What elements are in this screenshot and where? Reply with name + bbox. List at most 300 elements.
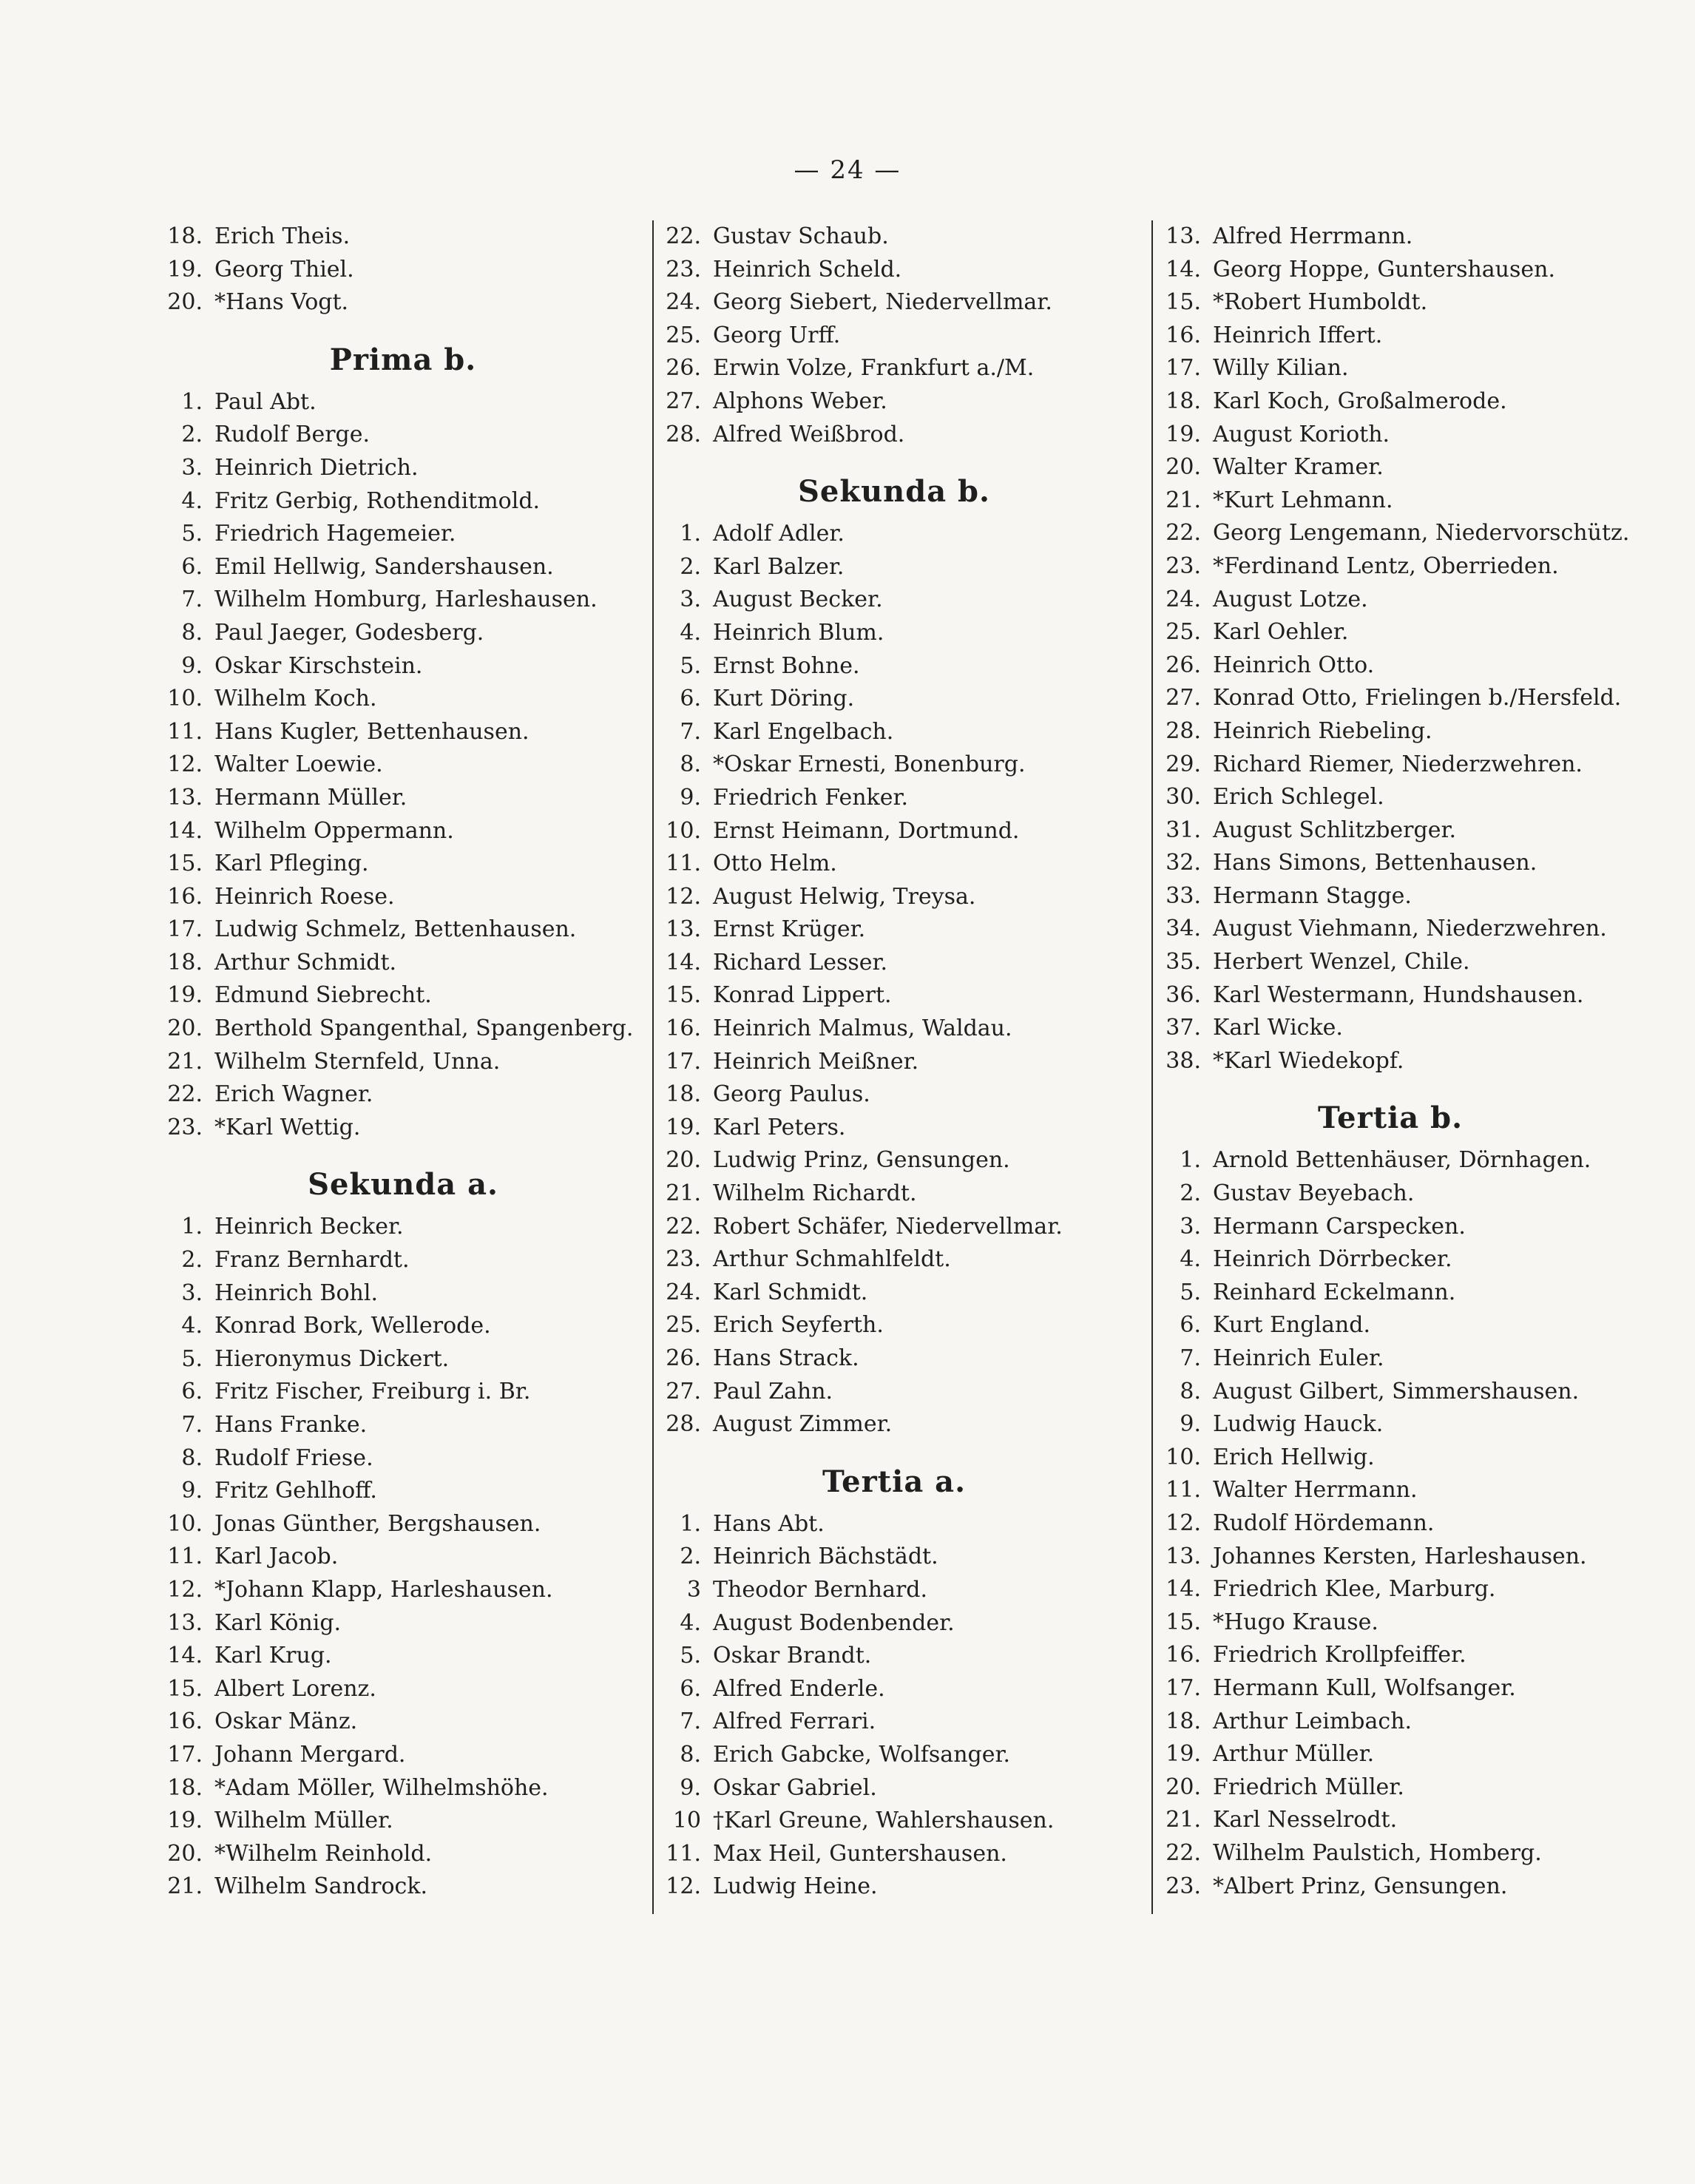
entry-number: 3.: [181, 1279, 203, 1306]
student-name: Heinrich Euler.: [1213, 1345, 1384, 1371]
student-name: Albert Lorenz.: [214, 1675, 376, 1702]
student-entry: [155, 1772, 629, 1805]
entry-number: 2.: [181, 422, 203, 448]
entry-number: 2.: [680, 1544, 701, 1570]
student-name: Hans Franke.: [214, 1412, 368, 1438]
student-entry: [654, 947, 1134, 980]
entry-number: 22.: [1165, 520, 1201, 547]
column-2: [654, 220, 1134, 1904]
entry-number: 16.: [666, 1015, 701, 1042]
student-entry: [654, 1277, 1134, 1310]
student-name: *Karl Wettig.: [214, 1114, 361, 1140]
entry-number: 10.: [167, 1510, 203, 1537]
student-name: Oskar Kirschstein.: [214, 652, 423, 679]
entry-number: 5.: [680, 652, 701, 679]
student-entry: [654, 1705, 1134, 1739]
student-name: Theodor Bernhard.: [713, 1576, 928, 1603]
student-name: Karl Schmidt.: [713, 1279, 868, 1305]
student-name: Heinrich Dietrich.: [214, 454, 419, 481]
student-name: Wilhelm Sternfeld, Unna.: [214, 1048, 501, 1075]
entry-number: 27.: [666, 388, 701, 414]
student-name: *Robert Humboldt.: [1213, 289, 1428, 316]
entry-number: 27.: [1165, 685, 1201, 711]
student-entry: [654, 1342, 1134, 1376]
student-entry: [1154, 1309, 1627, 1342]
student-name: Rudolf Friese.: [214, 1444, 373, 1471]
student-entry: [1154, 1771, 1627, 1805]
student-name: Erich Theis.: [214, 223, 351, 249]
student-name: Hans Strack.: [713, 1345, 859, 1371]
student-name: Georg Lengemann, Niedervorschütz.: [1213, 520, 1630, 547]
student-entry: [155, 1211, 629, 1244]
student-name: *Albert Prinz, Gensungen.: [1213, 1873, 1508, 1899]
student-entry: [1154, 781, 1627, 814]
entry-number: 12.: [666, 883, 701, 910]
entry-number: 1.: [680, 1510, 701, 1537]
student-name: Ernst Heimann, Dortmund.: [713, 817, 1020, 844]
student-entry: [654, 1211, 1134, 1244]
entry-number: 3.: [181, 454, 203, 481]
student-entry: [155, 1705, 629, 1739]
student-name: Hermann Carspecken.: [1213, 1213, 1466, 1240]
column-3: [1154, 220, 1630, 1903]
student-entry: [654, 782, 1134, 815]
student-entry: [155, 1310, 629, 1343]
entry-number: 16.: [167, 883, 203, 910]
student-entry: [155, 452, 629, 485]
entry-number: 3.: [680, 586, 701, 613]
student-entry: [1154, 1837, 1627, 1870]
entry-number: 14.: [1165, 256, 1201, 283]
entry-number: 28.: [666, 1411, 701, 1438]
entry-number: 20.: [167, 1015, 203, 1042]
student-name: Wilhelm Müller.: [214, 1808, 393, 1834]
student-name: Ludwig Hauck.: [1213, 1411, 1384, 1438]
entry-number: 6.: [680, 686, 701, 712]
student-name: Karl Peters.: [713, 1114, 846, 1140]
entry-number: 10.: [666, 817, 701, 844]
student-name: Hermann Stagge.: [1213, 882, 1412, 909]
entry-number: 7.: [1180, 1345, 1201, 1371]
student-name: Karl Balzer.: [713, 553, 845, 580]
student-name: Fritz Fischer, Freiburg i. Br.: [214, 1379, 531, 1405]
student-entry: [1154, 979, 1627, 1012]
entry-number: 4.: [181, 487, 203, 514]
student-name: Hans Abt.: [713, 1510, 825, 1537]
entry-number: 15.: [167, 1675, 203, 1702]
student-name: *Oskar Ernesti, Bonenburg.: [713, 751, 1026, 778]
entry-number: 1.: [680, 521, 701, 547]
student-entry: [155, 1870, 629, 1904]
student-entry: [155, 286, 629, 320]
student-name: Konrad Bork, Wellerode.: [214, 1313, 491, 1339]
student-entry: [155, 881, 629, 914]
entry-number: 19.: [167, 1808, 203, 1834]
student-entry: [1154, 1804, 1627, 1837]
entry-number: 5.: [1180, 1279, 1201, 1305]
student-entry: [1154, 451, 1627, 484]
entry-number: 8.: [181, 1444, 203, 1471]
student-name: Georg Siebert, Niedervellmar.: [713, 289, 1052, 316]
student-name: Erich Seyferth.: [713, 1312, 884, 1339]
entry-number: 17.: [666, 1048, 701, 1075]
student-entry: [155, 518, 629, 551]
student-entry: [654, 848, 1134, 881]
entry-number: 9.: [181, 652, 203, 679]
entry-number: 4.: [181, 1313, 203, 1339]
student-entry: [654, 1012, 1134, 1046]
student-name: Franz Bernhardt.: [214, 1247, 410, 1274]
entry-number: 26.: [666, 355, 701, 382]
student-name: Konrad Lippert.: [713, 982, 892, 1009]
student-entry: [654, 1408, 1134, 1441]
entry-number: 5.: [181, 521, 203, 547]
entry-number: 31.: [1165, 817, 1201, 843]
entry-number: 23.: [167, 1114, 203, 1140]
student-name: Friedrich Fenker.: [713, 784, 909, 811]
student-name: Rudolf Hördemann.: [1213, 1509, 1435, 1536]
student-name: Kurt England.: [1213, 1312, 1370, 1339]
student-name: Wilhelm Richardt.: [713, 1180, 917, 1207]
student-name: Karl Westermann, Hundshausen.: [1213, 981, 1584, 1008]
student-entry: [155, 1343, 629, 1376]
student-entry: [1154, 1277, 1627, 1310]
student-name: Karl Wicke.: [1213, 1015, 1343, 1041]
student-entry: [155, 848, 629, 881]
student-name: Georg Paulus.: [713, 1081, 870, 1108]
student-entry: [654, 419, 1134, 452]
student-name: August Korioth.: [1213, 421, 1390, 447]
entry-number: 38.: [1165, 1047, 1201, 1074]
student-name: *Kurt Lehmann.: [1213, 487, 1393, 513]
entry-number: 23.: [666, 256, 701, 283]
student-name: Karl Jacob.: [214, 1544, 339, 1570]
entry-number: 3.: [1180, 1213, 1201, 1240]
student-entry: [155, 485, 629, 518]
student-entry: [654, 716, 1134, 749]
entry-number: 14.: [167, 817, 203, 844]
entry-number: 20.: [666, 1147, 701, 1174]
student-name: Georg Thiel.: [214, 256, 354, 283]
student-name: Karl Nesselrodt.: [1213, 1807, 1398, 1833]
entry-number: 11.: [666, 1840, 701, 1867]
student-name: *Wilhelm Reinhold.: [214, 1840, 433, 1867]
entry-number: 2.: [181, 1247, 203, 1274]
student-entry: [654, 1805, 1134, 1838]
student-entry: [654, 1243, 1134, 1277]
student-name: Erich Schlegel.: [1213, 784, 1384, 811]
entry-number: 4.: [680, 1609, 701, 1636]
entry-number: 2.: [680, 553, 701, 580]
student-entry: [155, 1442, 629, 1475]
entry-number: 30.: [1165, 784, 1201, 811]
student-entry: [1154, 352, 1627, 385]
student-name: Konrad Otto, Frielingen b./Hersfeld.: [1213, 685, 1622, 711]
student-name: Reinhard Eckelmann.: [1213, 1279, 1456, 1305]
student-name: *Hugo Krause.: [1213, 1609, 1378, 1635]
student-name: Walter Kramer.: [1213, 454, 1384, 481]
student-entry: [1154, 1408, 1627, 1441]
entry-number: 37.: [1165, 1015, 1201, 1041]
entry-number: 6.: [181, 1379, 203, 1405]
entry-number: 15.: [1165, 1609, 1201, 1635]
student-entry: [1154, 385, 1627, 419]
student-entry: [654, 815, 1134, 848]
student-name: Berthold Spangenthal, Spangenberg.: [214, 1015, 634, 1042]
entry-number: 24.: [666, 289, 701, 316]
entry-number: 9.: [181, 1478, 203, 1504]
entry-number: 13.: [167, 1609, 203, 1636]
student-name: Wilhelm Sandrock.: [214, 1873, 428, 1900]
student-name: Heinrich Becker.: [214, 1214, 404, 1240]
entry-number: 15.: [167, 851, 203, 877]
entry-number: 4.: [680, 619, 701, 646]
entry-number: 11.: [167, 1544, 203, 1570]
entry-number: 17.: [1165, 355, 1201, 382]
student-entry: [654, 220, 1134, 254]
student-entry: [654, 979, 1134, 1012]
entry-number: 18.: [167, 1774, 203, 1801]
entry-number: 32.: [1165, 850, 1201, 876]
entry-number: 7.: [181, 586, 203, 613]
student-name: †Karl Greune, Wahlershausen.: [713, 1808, 1055, 1834]
student-name: Edmund Siebrecht.: [214, 982, 432, 1009]
entry-number: 18.: [167, 223, 203, 249]
student-name: Max Heil, Guntershausen.: [713, 1840, 1007, 1867]
student-name: Hermann Kull, Wolfsanger.: [1213, 1674, 1516, 1701]
student-name: Paul Jaeger, Godesberg.: [214, 619, 484, 646]
student-name: Herbert Wenzel, Chile.: [1213, 949, 1470, 976]
student-name: Wilhelm Koch.: [214, 686, 377, 712]
student-name: Heinrich Riebeling.: [1213, 717, 1432, 744]
student-entry: [1154, 220, 1627, 254]
student-entry: [1154, 616, 1627, 649]
entry-number: 28.: [666, 421, 701, 447]
entry-number: 6.: [1180, 1312, 1201, 1339]
entry-number: 8.: [680, 751, 701, 778]
entry-number: 10.: [1165, 1444, 1201, 1470]
student-entry: [654, 1376, 1134, 1409]
student-entry: [654, 617, 1134, 650]
student-name: Alfred Herrmann.: [1213, 223, 1413, 249]
entry-number: 23.: [666, 1246, 701, 1273]
student-name: *Hans Vogt.: [214, 289, 349, 316]
student-entry: [1154, 1870, 1627, 1904]
student-entry: [155, 782, 629, 815]
entry-number: 10: [672, 1808, 701, 1834]
student-name: August Zimmer.: [713, 1411, 893, 1438]
entry-number: 9.: [680, 1774, 701, 1801]
student-entry: [1154, 748, 1627, 782]
entry-number: 22.: [666, 223, 701, 249]
entry-number: 20.: [167, 289, 203, 316]
entry-number: 26.: [1165, 652, 1201, 678]
entry-number: 18.: [1165, 1708, 1201, 1734]
class-heading: Sekunda a.: [308, 1167, 498, 1203]
entry-number: 21.: [167, 1873, 203, 1900]
student-entry: [654, 1574, 1134, 1607]
student-name: Wilhelm Oppermann.: [214, 817, 454, 844]
entry-number: 34.: [1165, 916, 1201, 942]
student-name: Arthur Leimbach.: [1213, 1708, 1412, 1734]
student-name: Kurt Döring.: [713, 686, 855, 712]
student-entry: [1154, 946, 1627, 979]
student-name: August Gilbert, Simmershausen.: [1213, 1378, 1580, 1404]
entry-number: 12.: [167, 1576, 203, 1603]
entry-number: 21.: [1165, 487, 1201, 513]
student-entry: [654, 1508, 1134, 1541]
entry-number: 7.: [680, 1708, 701, 1735]
student-entry: [654, 1144, 1134, 1177]
class-heading: Tertia a.: [822, 1464, 967, 1499]
student-entry: [1154, 517, 1630, 550]
student-entry: [654, 1739, 1134, 1772]
student-entry: [1154, 847, 1627, 880]
student-entry: [654, 584, 1134, 617]
student-name: Oskar Mänz.: [214, 1708, 358, 1735]
student-name: Paul Abt.: [214, 388, 317, 415]
student-name: Hieronymus Dickert.: [214, 1345, 450, 1372]
student-entry: [1154, 1507, 1627, 1541]
student-name: Heinrich Bächstädt.: [713, 1544, 938, 1570]
student-name: *Karl Wiedekopf.: [1213, 1047, 1404, 1074]
student-entry: [1154, 1211, 1627, 1244]
entry-number: 36.: [1165, 981, 1201, 1008]
student-name: Heinrich Meißner.: [713, 1048, 919, 1075]
student-entry: [155, 617, 629, 650]
student-name: Friedrich Klee, Marburg.: [1213, 1576, 1496, 1603]
student-name: Karl Engelbach.: [713, 718, 894, 745]
entry-number: 16.: [1165, 1642, 1201, 1669]
student-name: *Johann Klapp, Harleshausen.: [214, 1576, 553, 1603]
student-entry: [654, 352, 1134, 385]
entry-number: 11.: [167, 718, 203, 745]
student-name: Ernst Bohne.: [713, 652, 860, 679]
student-entry: [1154, 254, 1627, 287]
student-name: Hans Simons, Bettenhausen.: [1213, 850, 1537, 876]
class-heading: Prima b.: [329, 342, 477, 377]
entry-number: 17.: [167, 1741, 203, 1768]
student-entry: [155, 419, 629, 452]
student-name: Georg Hoppe, Guntershausen.: [1213, 256, 1556, 283]
student-entry: [654, 650, 1134, 683]
student-entry: [1154, 715, 1627, 748]
class-heading: Sekunda b.: [798, 474, 990, 510]
entry-number: 1.: [1180, 1147, 1201, 1174]
student-entry: [1154, 1177, 1627, 1211]
student-name: August Bodenbender.: [713, 1609, 955, 1636]
entry-number: 19.: [1165, 1741, 1201, 1768]
student-entry: [654, 1177, 1134, 1211]
student-entry: [654, 320, 1134, 353]
entry-number: 13.: [666, 916, 701, 943]
student-name: Karl König.: [214, 1609, 342, 1636]
student-entry: [155, 683, 629, 716]
entry-number: 23.: [1165, 1873, 1201, 1899]
student-name: Willy Kilian.: [1213, 355, 1349, 382]
student-name: Heinrich Bohl.: [214, 1279, 378, 1306]
entry-number: 14.: [666, 949, 701, 976]
student-entry: [1154, 550, 1627, 584]
student-name: Johannes Kersten, Harleshausen.: [1213, 1543, 1587, 1569]
entry-number: 19.: [1165, 421, 1201, 447]
student-entry: [654, 1541, 1134, 1574]
student-name: Rudolf Berge.: [214, 422, 371, 448]
student-name: Walter Herrmann.: [1213, 1477, 1418, 1504]
entry-number: 35.: [1165, 949, 1201, 976]
student-entry: [654, 1112, 1134, 1145]
entry-number: 7.: [181, 1412, 203, 1438]
student-entry: [1154, 1376, 1627, 1409]
student-entry: [155, 1112, 629, 1145]
entry-number: 3: [686, 1576, 701, 1603]
student-name: Hermann Müller.: [214, 784, 407, 811]
entry-number: 15.: [666, 982, 701, 1009]
entry-number: 1.: [181, 1214, 203, 1240]
entry-number: 13.: [1165, 1543, 1201, 1569]
student-entry: [1154, 1573, 1627, 1606]
student-entry: [1154, 1738, 1627, 1771]
entry-number: 18.: [1165, 388, 1201, 414]
student-entry: [654, 913, 1134, 947]
student-entry: [654, 1640, 1134, 1673]
entry-number: 11.: [1165, 1477, 1201, 1504]
entry-number: 19.: [167, 982, 203, 1009]
student-entry: [1154, 1441, 1627, 1475]
student-entry: [1154, 320, 1627, 353]
student-entry: [1154, 484, 1627, 518]
student-entry: [1154, 1342, 1627, 1376]
student-entry: [1154, 286, 1627, 320]
student-name: Heinrich Blum.: [713, 619, 884, 646]
student-entry: [1154, 584, 1627, 617]
entry-number: 5.: [181, 1345, 203, 1372]
entry-number: 8.: [680, 1741, 701, 1768]
student-name: Karl Pfleging.: [214, 851, 369, 877]
student-entry: [1154, 1541, 1627, 1574]
entry-number: 12.: [666, 1873, 701, 1900]
student-entry: [155, 1046, 629, 1079]
student-entry: [155, 1574, 629, 1607]
student-name: Friedrich Hagemeier.: [214, 521, 456, 547]
entry-number: 17.: [167, 916, 203, 943]
student-name: Erich Gabcke, Wolfsanger.: [713, 1741, 1011, 1768]
student-entry: [155, 1739, 629, 1772]
entry-number: 8.: [181, 619, 203, 646]
student-entry: [654, 1772, 1134, 1805]
student-name: Wilhelm Homburg, Harleshausen.: [214, 586, 598, 613]
student-entry: [654, 1870, 1134, 1904]
entry-number: 18.: [666, 1081, 701, 1108]
student-name: Heinrich Otto.: [1213, 652, 1375, 678]
student-entry: [1154, 1474, 1627, 1507]
entry-number: 6.: [680, 1675, 701, 1702]
student-entry: [155, 1078, 629, 1112]
entry-number: 22.: [167, 1081, 203, 1108]
entry-number: 17.: [1165, 1674, 1201, 1701]
student-name: Ludwig Heine.: [713, 1873, 878, 1900]
student-name: Karl Koch, Großalmerode.: [1213, 388, 1507, 414]
student-name: August Becker.: [713, 586, 883, 613]
student-name: Erich Hellwig.: [1213, 1444, 1375, 1470]
student-entry: [1154, 1606, 1627, 1640]
entry-number: 7.: [680, 718, 701, 745]
entry-number: 21.: [167, 1048, 203, 1075]
student-entry: [155, 386, 629, 419]
student-name: Fritz Gerbig, Rothenditmold.: [214, 487, 541, 514]
entry-number: 24.: [666, 1279, 701, 1305]
student-entry: [155, 1244, 629, 1277]
